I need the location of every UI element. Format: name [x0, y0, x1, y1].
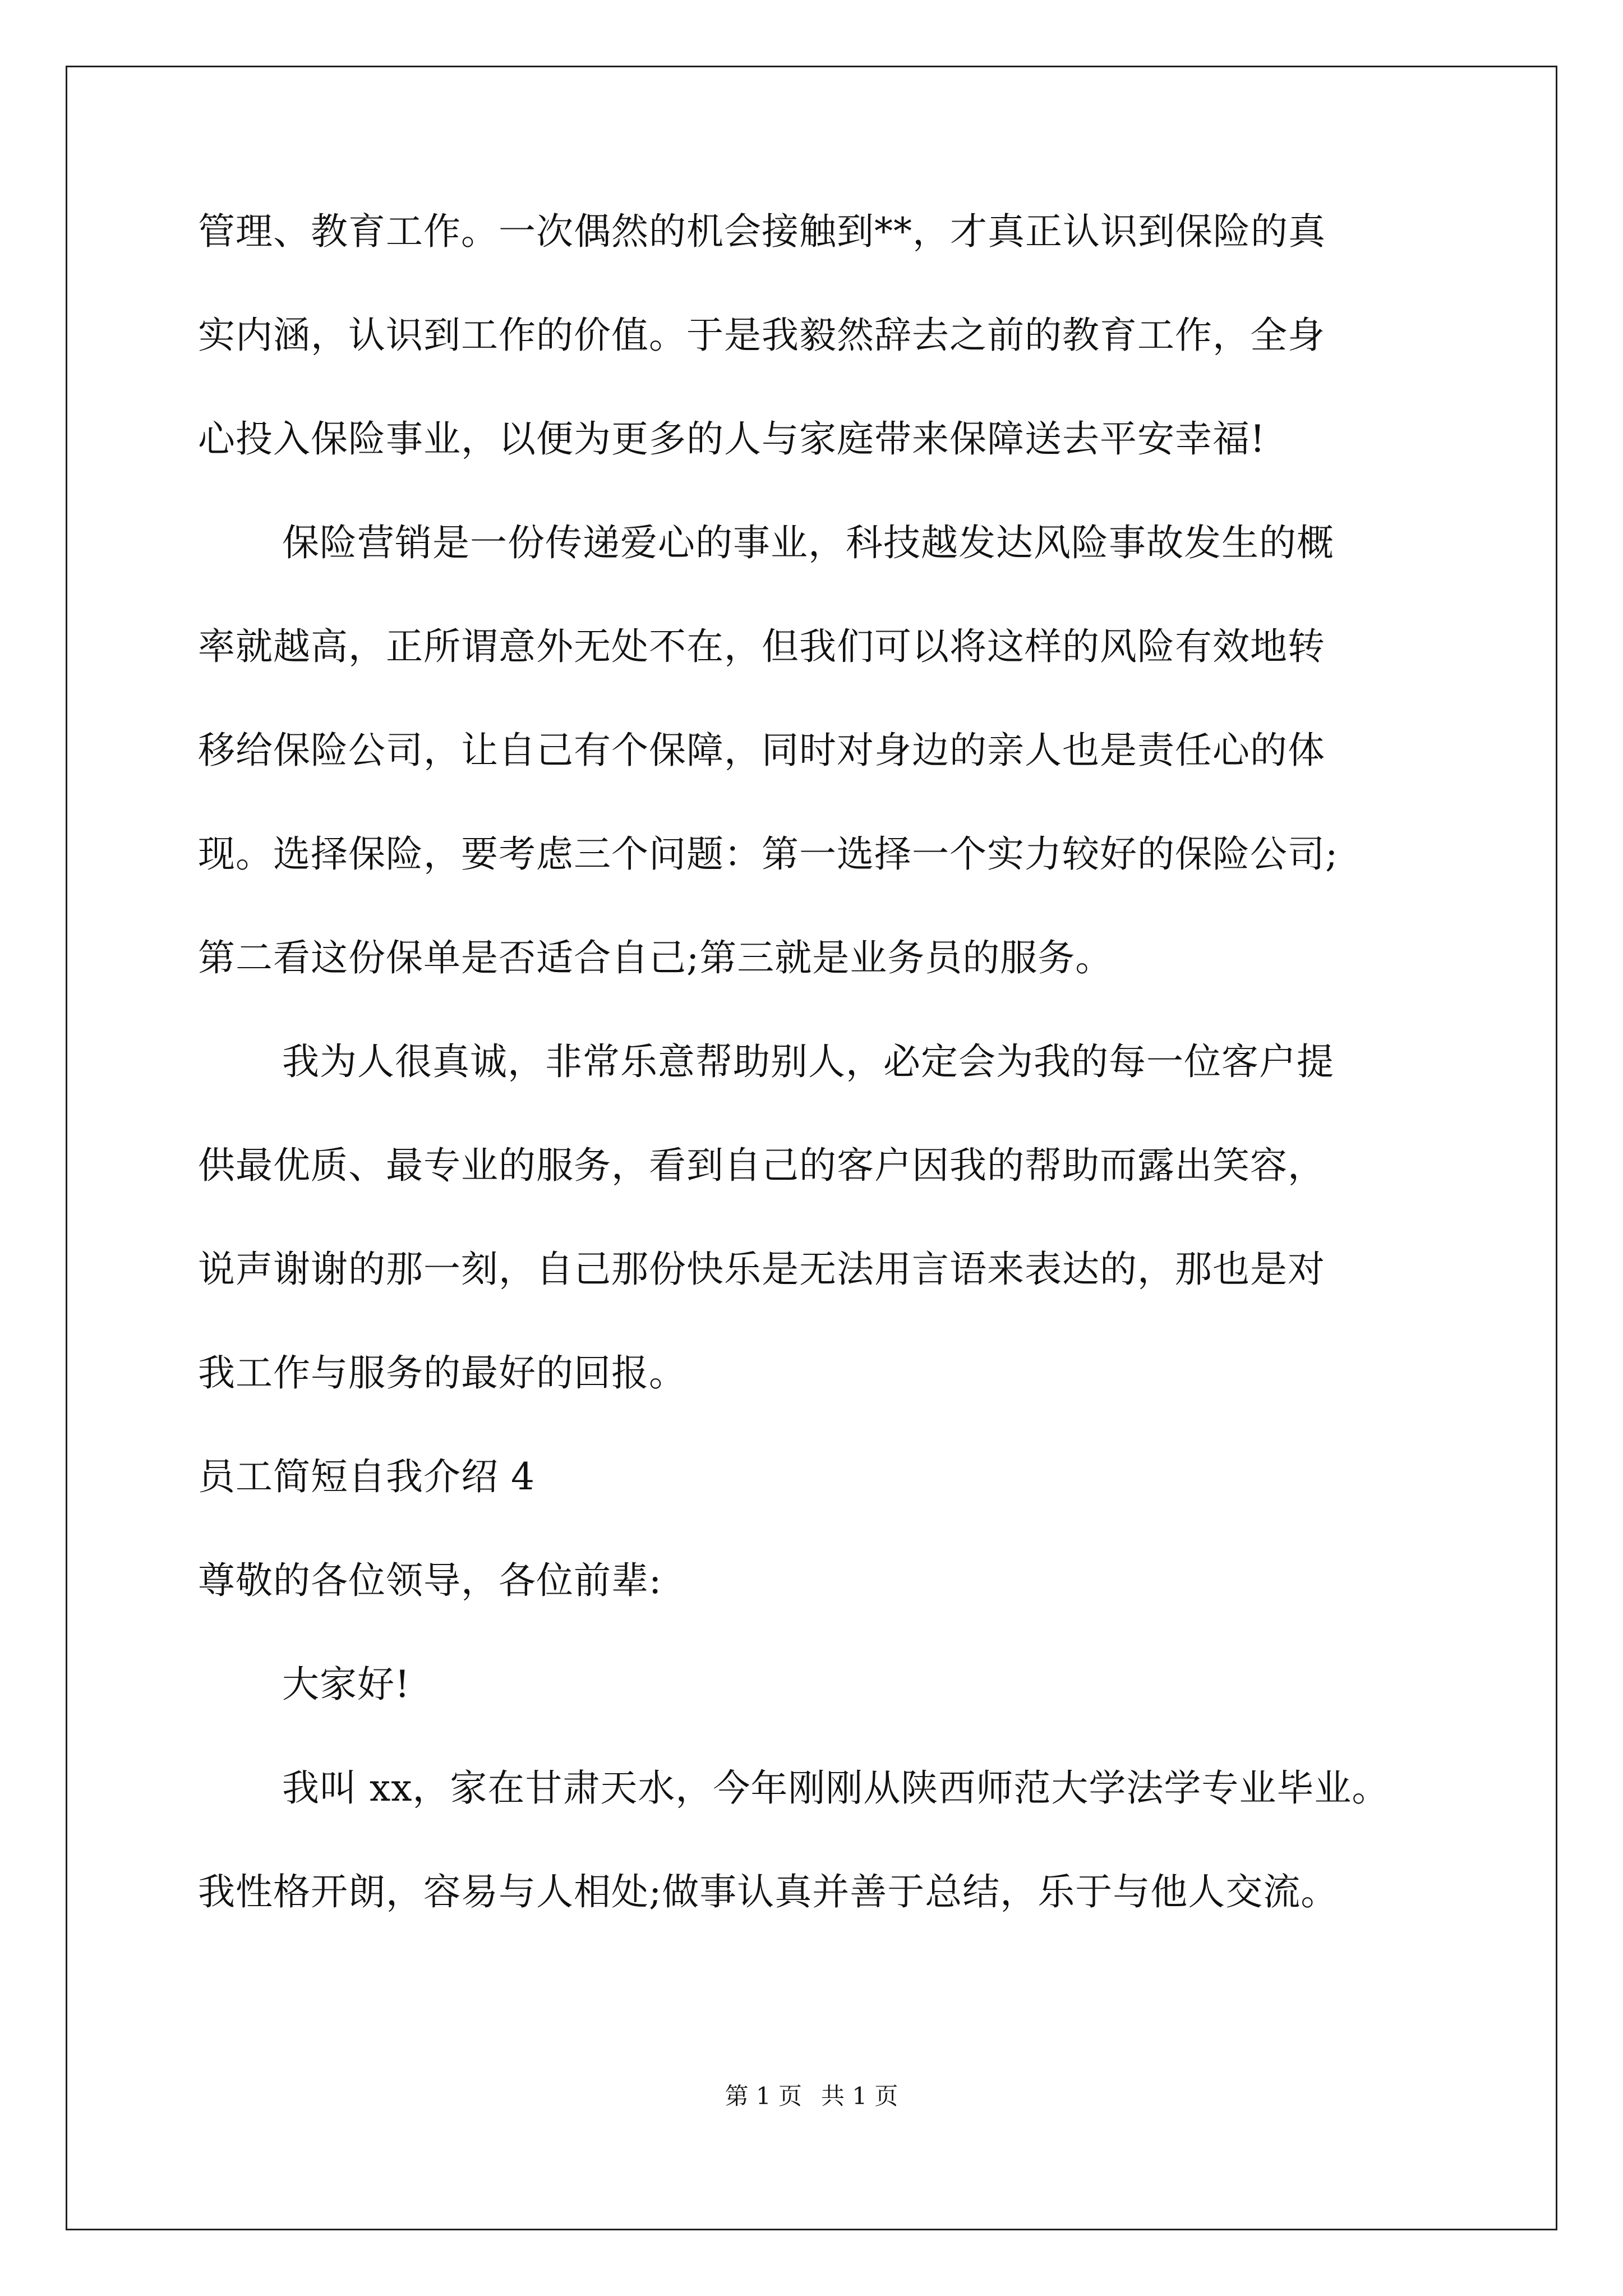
document-body	[198, 210, 1426, 1977]
body-line: 供最优质、最专业的服务，看到自己的客户因我的帮助而露出笑容，	[198, 1144, 1325, 1187]
section-heading: 员工简短自我介绍 4	[198, 1455, 535, 1498]
body-line: 我工作与服务的最好的回报。	[198, 1351, 686, 1395]
body-line: 第二看这份保单是否适合自己;第三就是业务员的服务。	[198, 936, 1113, 979]
greeting: 大家好!	[282, 1663, 411, 1706]
page-total: 共 1 页	[821, 2082, 898, 2110]
body-line: 说声谢谢的那一刻，自己那份快乐是无法用言语来表达的，那也是对	[198, 1248, 1325, 1291]
body-line: 心投入保险事业，以便为更多的人与家庭带来保障送去平安幸福!	[198, 417, 1266, 461]
paragraph-start-line: 我为人很真诚，非常乐意帮助别人，必定会为我的每一位客户提	[282, 1040, 1334, 1083]
page-number: 第 1 页	[725, 2082, 802, 2110]
paragraph-start-line: 我叫 xx，家在甘肃天水，今年刚刚从陕西师范大学法学专业毕业。	[282, 1766, 1390, 1810]
page-footer	[0, 2082, 1623, 2110]
salutation: 尊敬的各位领导，各位前辈:	[198, 1559, 662, 1602]
body-line: 移给保险公司，让自己有个保障，同时对身边的亲人也是责任心的体	[198, 729, 1325, 772]
body-line: 我性格开朗，容易与人相处;做事认真并善于总结，乐于与他人交流。	[198, 1870, 1339, 1913]
body-line: 现。选择保险，要考虑三个问题：第一选择一个实力较好的保险公司;	[198, 832, 1339, 876]
body-line: 实内涵，认识到工作的价值。于是我毅然辞去之前的教育工作，全身	[198, 314, 1325, 357]
body-line: 管理、教育工作。一次偶然的机会接触到**，才真正认识到保险的真	[198, 210, 1326, 253]
body-line: 率就越高，正所谓意外无处不在，但我们可以将这样的风险有效地转	[198, 625, 1325, 668]
paragraph-start-line: 保险营销是一份传递爱心的事业，科技越发达风险事故发生的概	[282, 521, 1334, 564]
